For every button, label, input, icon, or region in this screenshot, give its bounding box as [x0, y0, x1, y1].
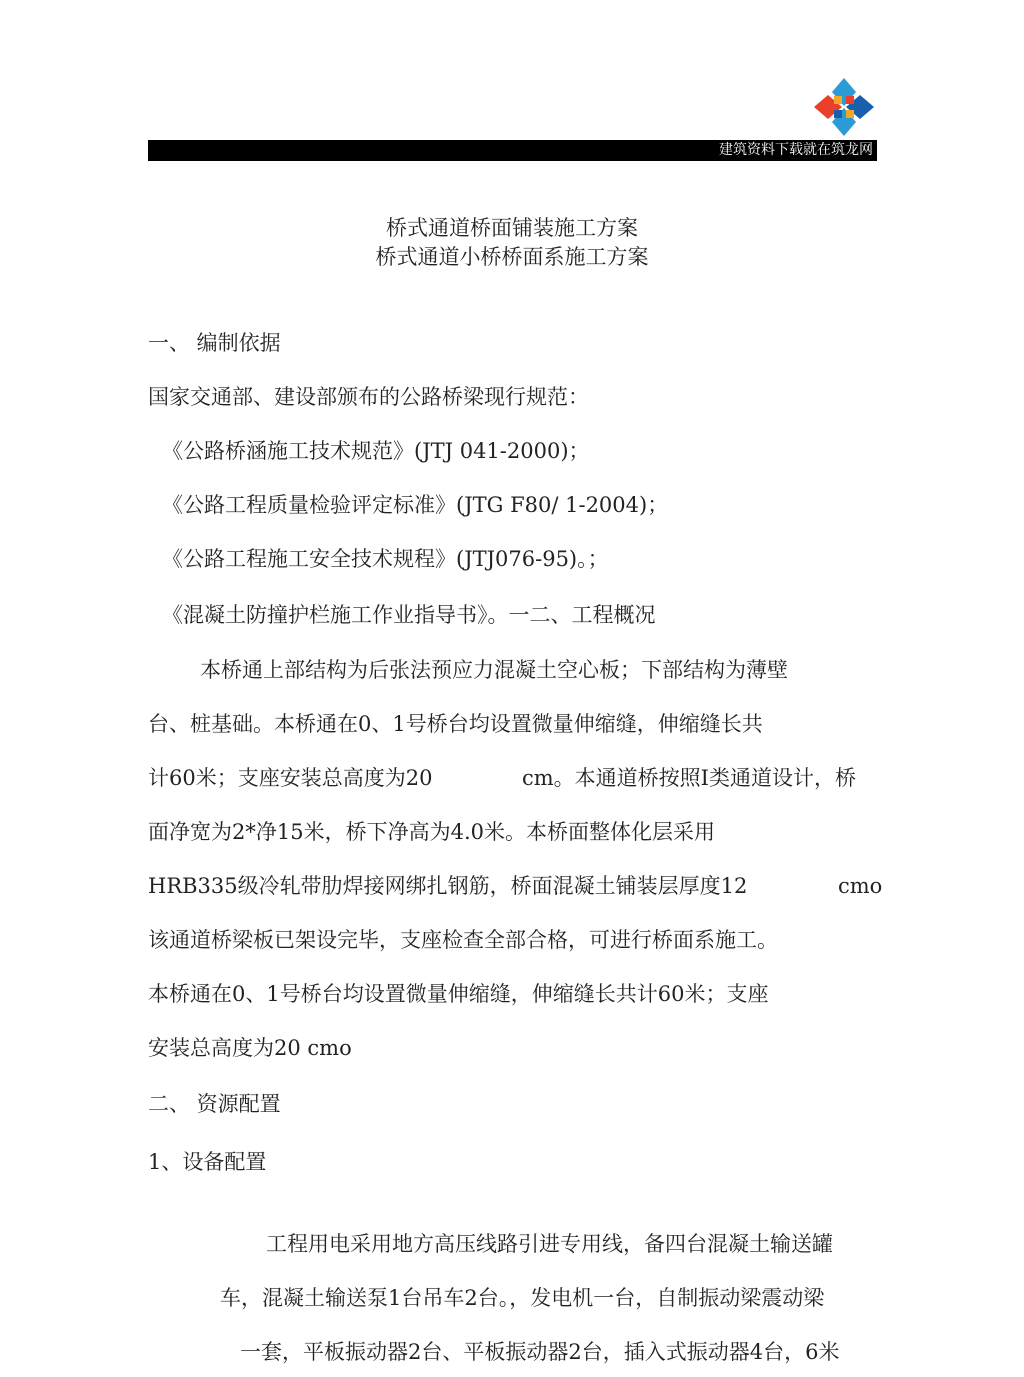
- section2-heading: 二、 资源配置: [148, 1092, 281, 1116]
- overview-line: 该通道桥梁板已架设完毕，支座检查全部合格，可进行桥面系施工。: [148, 928, 778, 952]
- overview-line-a: HRB335级冷轧带肋焊接网绑扎钢筋，桥面混凝土铺装层厚度12: [148, 874, 748, 898]
- document-subtitle: 桥式通道小桥桥面系施工方案: [375, 245, 649, 269]
- document-title: 桥式通道桥面铺装施工方案: [386, 216, 638, 240]
- equipment-line: 车，混凝土输送泵1台吊车2台。，发电机一台，自制振动梁震动梁: [220, 1286, 825, 1310]
- section1-heading: 一、 编制依据: [148, 331, 281, 355]
- section1-intro: 国家交通部、建设部颁布的公路桥梁现行规范：: [148, 385, 589, 409]
- reference-item: 《混凝土防撞护栏施工作业指导书》。一二、工程概况: [162, 603, 656, 627]
- overview-line: 本桥通上部结构为后张法预应力混凝土空心板；下部结构为薄壁: [200, 658, 788, 682]
- reference-item: 《公路工程质量检验评定标准》(JTG F80/ 1-2004)；: [162, 493, 669, 517]
- header-bar: [148, 140, 877, 161]
- reference-item: 《公路桥涵施工技术规范》(JTJ 041-2000)；: [162, 439, 590, 463]
- header-tagline: 建筑资料下载就在筑龙网: [719, 142, 873, 158]
- overview-line: 安装总高度为20 cmo: [148, 1036, 352, 1060]
- overview-line-b: cm。本通道桥按照I类通道设计，桥: [522, 766, 856, 790]
- overview-line-b: cmo: [838, 874, 883, 898]
- overview-line: 台、桩基础。本桥通在0、1号桥台均设置微量伸缩缝，伸缩缝长共: [148, 712, 763, 736]
- equipment-line: 工程用电采用地方高压线路引进专用线，备四台混凝土输送罐: [266, 1232, 833, 1256]
- zhulong-logo-icon: [812, 76, 876, 138]
- overview-line: 面净宽为2*净15米，桥下净高为4.0米。本桥面整体化层采用: [148, 820, 715, 844]
- section2-subheading: 1、设备配置: [148, 1150, 267, 1174]
- equipment-line: 一套，平板振动器2台、平板振动器2台，插入式振动器4台，6米: [240, 1340, 840, 1364]
- reference-item: 《公路工程施工安全技术规程》(JTJ076-95)。；: [162, 547, 609, 571]
- overview-line-a: 计60米；支座安装总高度为20: [148, 766, 433, 790]
- overview-line: 本桥通在0、1号桥台均设置微量伸缩缝，伸缩缝长共计60米；支座: [148, 982, 769, 1006]
